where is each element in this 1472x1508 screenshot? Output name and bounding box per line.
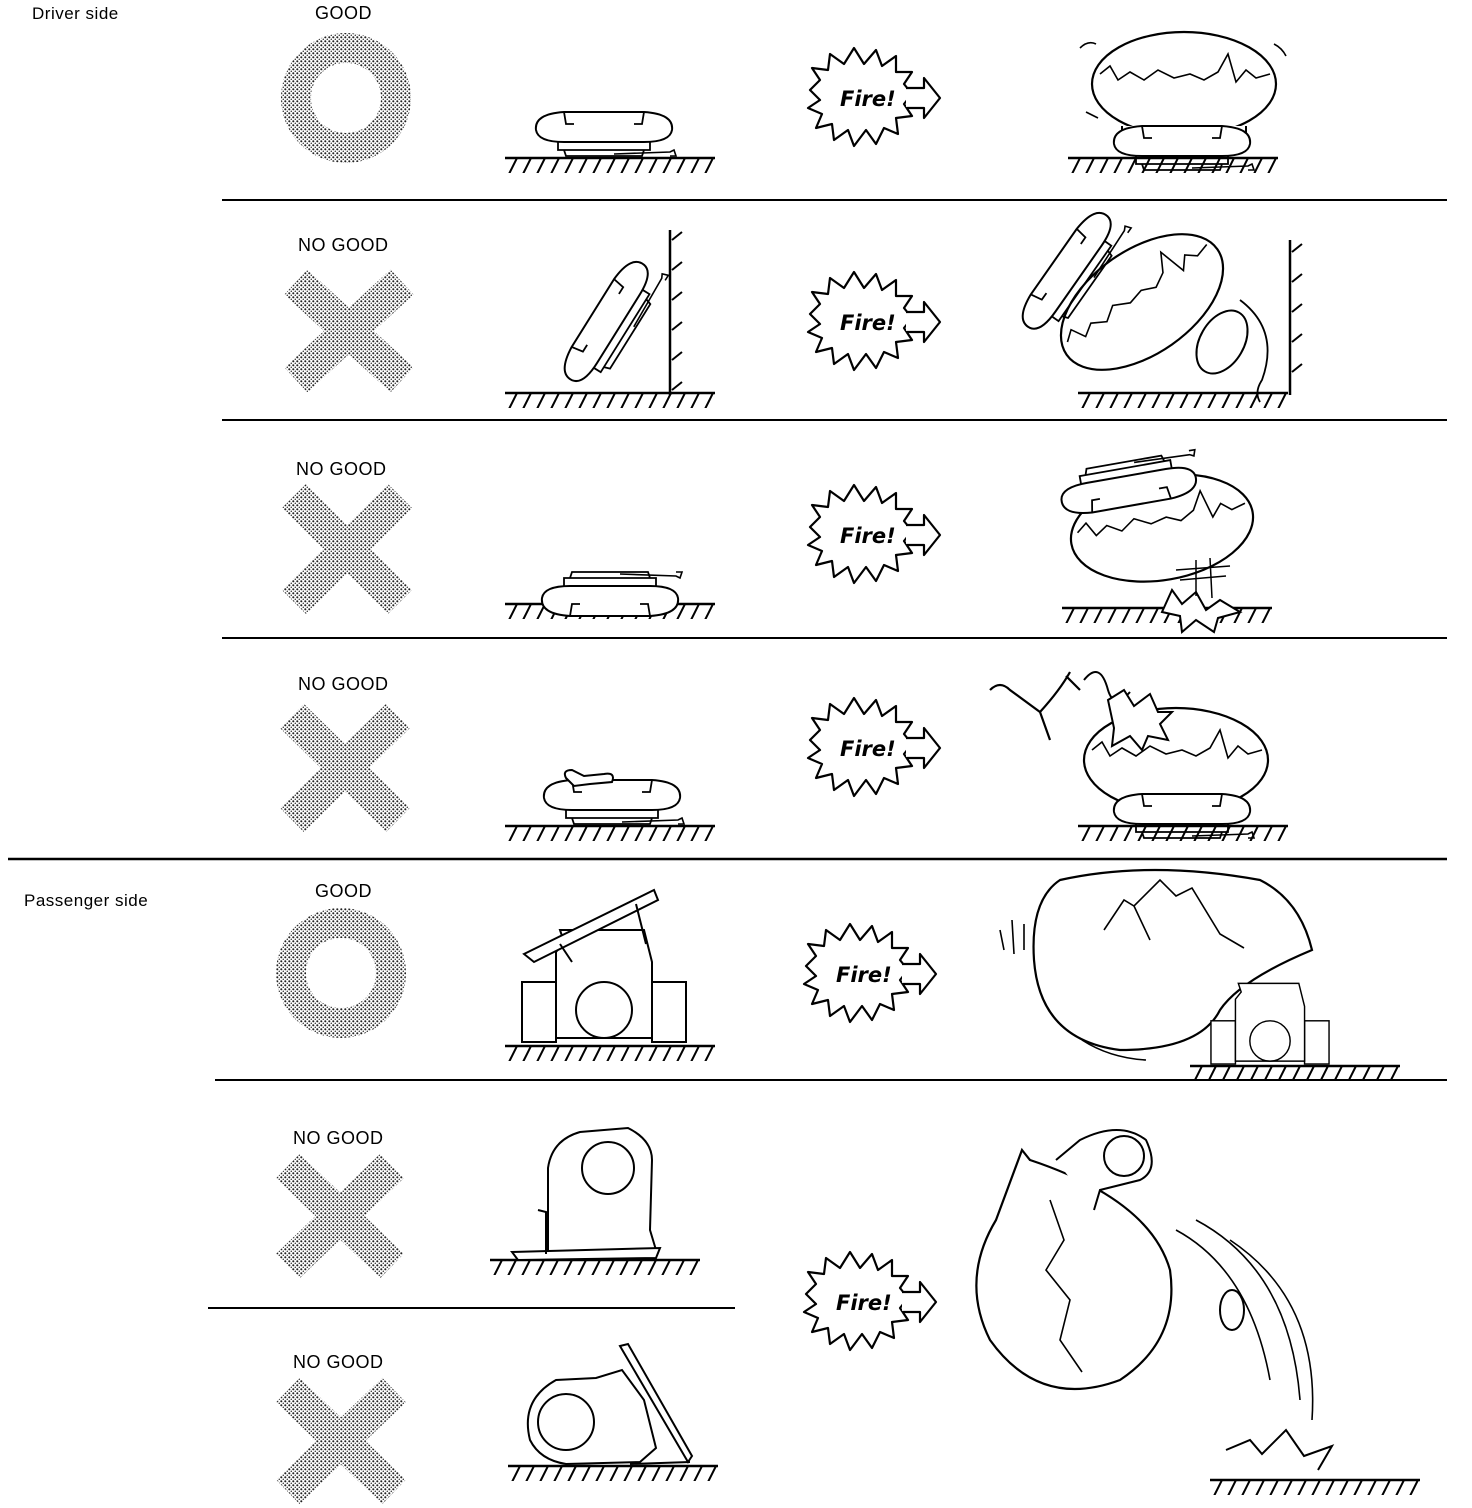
verdict-label: GOOD xyxy=(315,3,373,23)
verdict-label: NO GOOD xyxy=(293,1352,384,1372)
verdict-label: GOOD xyxy=(315,881,373,901)
verdict-label: NO GOOD xyxy=(296,459,387,479)
svg-text:Fire!: Fire! xyxy=(836,963,892,987)
svg-text:Fire!: Fire! xyxy=(840,311,896,335)
svg-text:Fire!: Fire! xyxy=(840,737,896,761)
driver-side-label: Driver side xyxy=(32,4,119,23)
verdict-label: NO GOOD xyxy=(298,235,389,255)
svg-text:Fire!: Fire! xyxy=(840,524,896,548)
verdict-label: NO GOOD xyxy=(293,1128,384,1148)
svg-text:Fire!: Fire! xyxy=(840,87,896,111)
svg-text:Fire!: Fire! xyxy=(836,1291,892,1315)
passenger-side-label: Passenger side xyxy=(24,891,149,910)
verdict-label: NO GOOD xyxy=(298,674,389,694)
